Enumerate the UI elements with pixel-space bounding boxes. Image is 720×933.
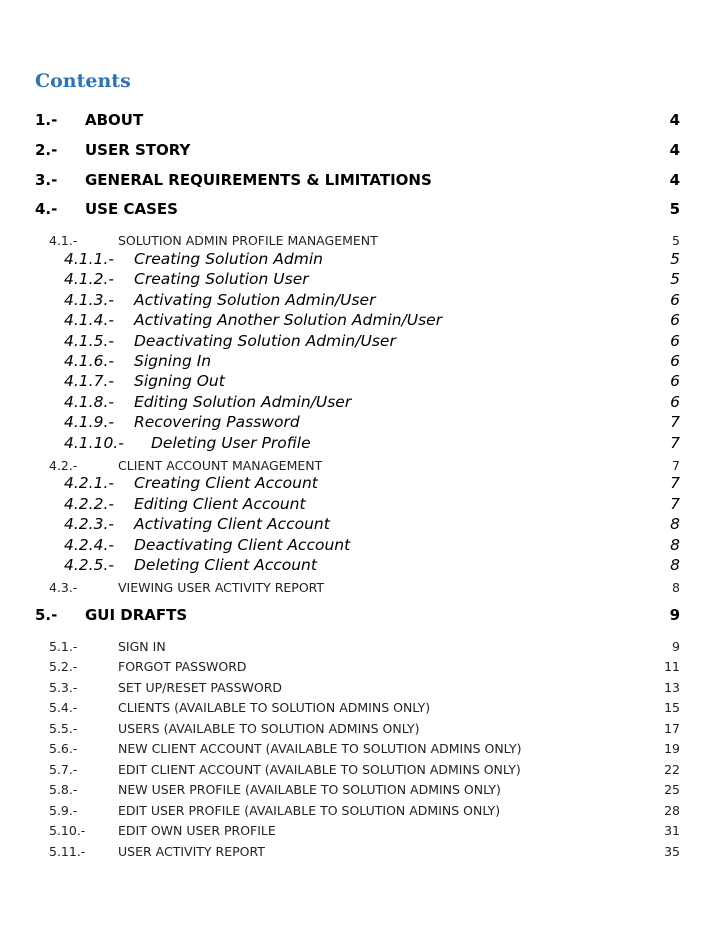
entry-number: 4.2.3.-: [64, 515, 114, 533]
entry-number: 5.11.-: [49, 844, 86, 859]
entry-label: Creating Solution User: [134, 270, 309, 288]
entry-label: USE CASES: [85, 200, 178, 218]
entry-page: 11: [664, 659, 680, 674]
entry-label: Signing Out: [134, 372, 225, 390]
entry-label: Deleting User Profile: [151, 434, 311, 452]
entry-number: 4.2.1.-: [64, 474, 114, 492]
entry-label: Recovering Password: [134, 413, 300, 431]
entry-page: 7: [670, 474, 680, 492]
entry-page: 4: [669, 171, 680, 189]
entry-page: 5: [672, 233, 680, 248]
entry-label: Deactivating Client Account: [134, 536, 351, 554]
entry-label: EDIT USER PROFILE (AVAILABLE TO SOLUTION ADMINS ONLY): [118, 803, 501, 818]
entry-page: 17: [664, 721, 680, 736]
entry-page: 9: [672, 639, 680, 654]
entry-number: 5.3.-: [49, 680, 78, 695]
entry-label: SET UP/RESET PASSWORD: [118, 680, 283, 695]
entry-label: NEW USER PROFILE (AVAILABLE TO SOLUTION ADMINS ONLY): [118, 782, 501, 797]
entry-label: ABOUT: [85, 111, 144, 129]
entry-number: 4.1.3.-: [64, 291, 114, 309]
entry-number: 4.-: [35, 200, 58, 218]
entry-number: 4.1.-: [49, 233, 78, 248]
entry-label: Deleting Client Account: [134, 556, 317, 574]
entry-page: 25: [664, 782, 680, 797]
toc-title: Contents: [35, 70, 131, 92]
entry-label: USER ACTIVITY REPORT: [118, 844, 265, 859]
entry-page: 4: [669, 141, 680, 159]
entry-page: 22: [664, 762, 680, 777]
entry-number: 4.3.-: [49, 580, 78, 595]
entry-number: 5.2.-: [49, 659, 78, 674]
entry-number: 5.7.-: [49, 762, 78, 777]
entry-number: 5.-: [35, 606, 58, 624]
entry-label: EDIT OWN USER PROFILE: [118, 823, 276, 838]
entry-label: Deactivating Solution Admin/User: [134, 332, 396, 350]
entry-number: 5.1.-: [49, 639, 78, 654]
entry-label: Activating Another Solution Admin/User: [134, 311, 443, 329]
entry-label: GENERAL REQUIREMENTS & LIMITATIONS: [85, 171, 432, 189]
entry-page: 8: [670, 515, 680, 533]
entry-label: USERS (AVAILABLE TO SOLUTION ADMINS ONLY): [118, 721, 420, 736]
entry-page: 7: [672, 458, 680, 473]
entry-number: 4.2.4.-: [64, 536, 114, 554]
entry-number: 5.8.-: [49, 782, 78, 797]
entry-page: 7: [670, 413, 680, 431]
entry-label: GUI DRAFTS: [85, 606, 188, 624]
entry-label: CLIENTS (AVAILABLE TO SOLUTION ADMINS ONLY): [118, 700, 431, 715]
entry-page: 5: [669, 200, 680, 218]
entry-page: 5: [670, 270, 680, 288]
entry-number: 1.-: [35, 111, 58, 129]
entry-page: 4: [669, 111, 680, 129]
entry-page: 15: [664, 700, 680, 715]
entry-label: Editing Solution Admin/User: [134, 393, 352, 411]
entry-label: Editing Client Account: [134, 495, 306, 513]
entry-number: 4.2.2.-: [64, 495, 114, 513]
entry-page: 8: [672, 580, 680, 595]
entry-page: 6: [670, 291, 680, 309]
entry-page: 7: [670, 434, 680, 452]
entry-page: 13: [664, 680, 680, 695]
entry-label: Signing In: [134, 352, 212, 370]
entry-number: 4.1.7.-: [64, 372, 114, 390]
entry-page: 35: [664, 844, 680, 859]
entry-number: 5.10.-: [49, 823, 86, 838]
entry-label: SOLUTION ADMIN PROFILE MANAGEMENT: [118, 233, 378, 248]
entry-page: 6: [670, 352, 680, 370]
entry-number: 4.1.1.-: [64, 250, 114, 268]
entry-label: Creating Client Account: [134, 474, 318, 492]
entry-number: 2.-: [35, 141, 58, 159]
entry-page: 7: [670, 495, 680, 513]
entry-label: Activating Client Account: [134, 515, 330, 533]
entry-number: 4.1.5.-: [64, 332, 114, 350]
entry-label: VIEWING USER ACTIVITY REPORT: [118, 580, 325, 595]
entry-number: 4.1.9.-: [64, 413, 114, 431]
entry-number: 5.9.-: [49, 803, 78, 818]
entry-number: 4.1.2.-: [64, 270, 114, 288]
entry-number: 5.6.-: [49, 741, 78, 756]
entry-label: FORGOT PASSWORD: [118, 659, 247, 674]
entry-page: 8: [670, 536, 680, 554]
entry-number: 4.1.4.-: [64, 311, 114, 329]
entry-page: 6: [670, 311, 680, 329]
entry-page: 31: [664, 823, 680, 838]
entry-page: 8: [670, 556, 680, 574]
entry-page: 5: [670, 250, 680, 268]
entry-page: 19: [664, 741, 680, 756]
entry-number: 4.1.8.-: [64, 393, 114, 411]
entry-label: CLIENT ACCOUNT MANAGEMENT: [118, 458, 323, 473]
entry-page: 6: [670, 332, 680, 350]
entry-number: 4.1.10.-: [64, 434, 124, 452]
entry-number: 4.1.6.-: [64, 352, 114, 370]
entry-page: 28: [664, 803, 680, 818]
entry-number: 4.2.5.-: [64, 556, 114, 574]
entry-label: EDIT CLIENT ACCOUNT (AVAILABLE TO SOLUTION ADMINS ONLY): [118, 762, 521, 777]
entry-number: 5.4.-: [49, 700, 78, 715]
entry-page: 6: [670, 393, 680, 411]
entry-label: NEW CLIENT ACCOUNT (AVAILABLE TO SOLUTION ADMINS ONLY): [118, 741, 522, 756]
entry-number: 5.5.-: [49, 721, 78, 736]
entry-page: 9: [669, 606, 680, 624]
entry-label: Activating Solution Admin/User: [134, 291, 376, 309]
entry-label: Creating Solution Admin: [134, 250, 323, 268]
entry-number: 3.-: [35, 171, 58, 189]
entry-page: 6: [670, 372, 680, 390]
entry-label: USER STORY: [85, 141, 191, 159]
entry-number: 4.2.-: [49, 458, 78, 473]
entry-label: SIGN IN: [118, 639, 166, 654]
